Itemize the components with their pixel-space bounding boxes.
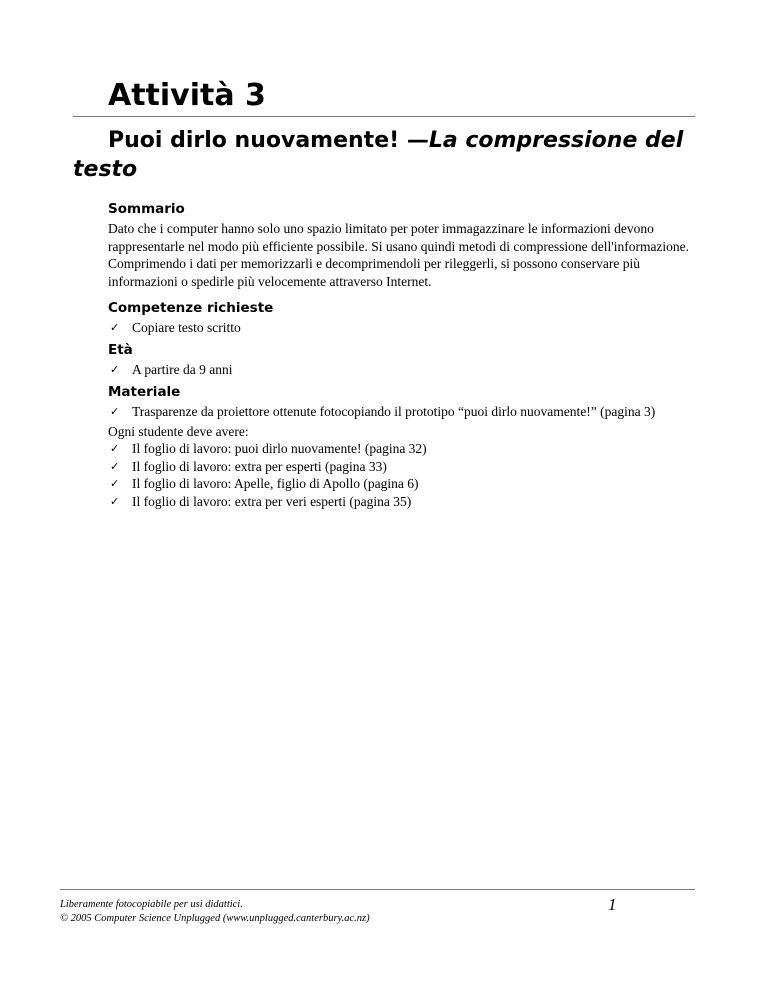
list-item bbox=[108, 493, 708, 511]
age-section bbox=[108, 341, 708, 379]
checkmark-icon: ✓ bbox=[110, 363, 120, 376]
checkmark-icon: ✓ bbox=[110, 494, 120, 508]
subtitle-italic: La compressione del testo bbox=[73, 128, 684, 182]
list-item-text: Trasparenze da proiettore ottenute fotocopiando il prototipo “puoi dirlo nuovamente!” (pagina 3) bbox=[132, 404, 656, 419]
list-item bbox=[108, 440, 708, 458]
list-item bbox=[108, 319, 708, 337]
list-item-text: Il foglio di lavoro: puoi dirlo nuovamente! (pagina 32) bbox=[132, 441, 427, 456]
students-intro: Ogni studente deve avere: bbox=[108, 423, 249, 439]
title-divider bbox=[73, 116, 695, 117]
subtitle-main: Puoi dirlo nuovamente! — bbox=[108, 128, 429, 153]
materials-heading: Materiale bbox=[108, 384, 181, 400]
list-item-text: Il foglio di lavoro: extra per veri esperti (pagina 35) bbox=[132, 493, 412, 509]
checkmark-icon: ✓ bbox=[110, 459, 120, 473]
checkmark-icon: ✓ bbox=[110, 405, 120, 418]
list-item bbox=[108, 475, 708, 493]
footer bbox=[60, 898, 370, 926]
checkmark-icon: ✓ bbox=[110, 477, 120, 490]
summary-text: Dato che i computer hanno solo uno spazio limitato per poter immagazzinare le informazioni devono rappresentarle nel modo più efficiente possibile. Si usano quindi metodi di compressione dell'informazione. Comprimendo i dati per memorizzarli e decomprimendoli per rileggerli, si possono conservare più informazioni o spedirle più velocemente attraverso Internet. bbox=[108, 221, 690, 289]
skills-heading: Competenze richieste bbox=[108, 300, 274, 316]
list-item-text: Copiare testo scritto bbox=[132, 320, 241, 335]
page-number: 1 bbox=[608, 895, 617, 914]
student-materials-list bbox=[108, 440, 708, 510]
materials-list bbox=[108, 403, 708, 421]
materials-section bbox=[108, 383, 708, 510]
summary-section bbox=[108, 200, 708, 290]
list-item-text: Il foglio di lavoro: Apelle, figlio di Apollo (pagina 6) bbox=[132, 476, 419, 491]
age-heading: Età bbox=[108, 342, 133, 358]
activity-subtitle bbox=[73, 126, 693, 184]
list-item bbox=[108, 403, 708, 421]
list-item bbox=[108, 458, 708, 476]
summary-heading: Sommario bbox=[108, 201, 185, 217]
footer-license: Liberamente fotocopiabile per usi didattici. bbox=[60, 899, 243, 910]
checkmark-icon: ✓ bbox=[110, 321, 120, 334]
checkmark-icon: ✓ bbox=[110, 442, 120, 455]
footer-copyright: © 2005 Computer Science Unplugged (www.unplugged.canterbury.ac.nz) bbox=[60, 913, 370, 924]
activity-title: Attività 3 bbox=[108, 78, 266, 113]
list-item-text: A partire da 9 anni bbox=[132, 362, 233, 377]
list-item-text: Il foglio di lavoro: extra per esperti (pagina 33) bbox=[132, 458, 387, 474]
list-item bbox=[108, 361, 708, 379]
footer-divider bbox=[60, 889, 695, 890]
skills-section bbox=[108, 299, 708, 337]
age-list bbox=[108, 361, 708, 379]
skills-list bbox=[108, 319, 708, 337]
